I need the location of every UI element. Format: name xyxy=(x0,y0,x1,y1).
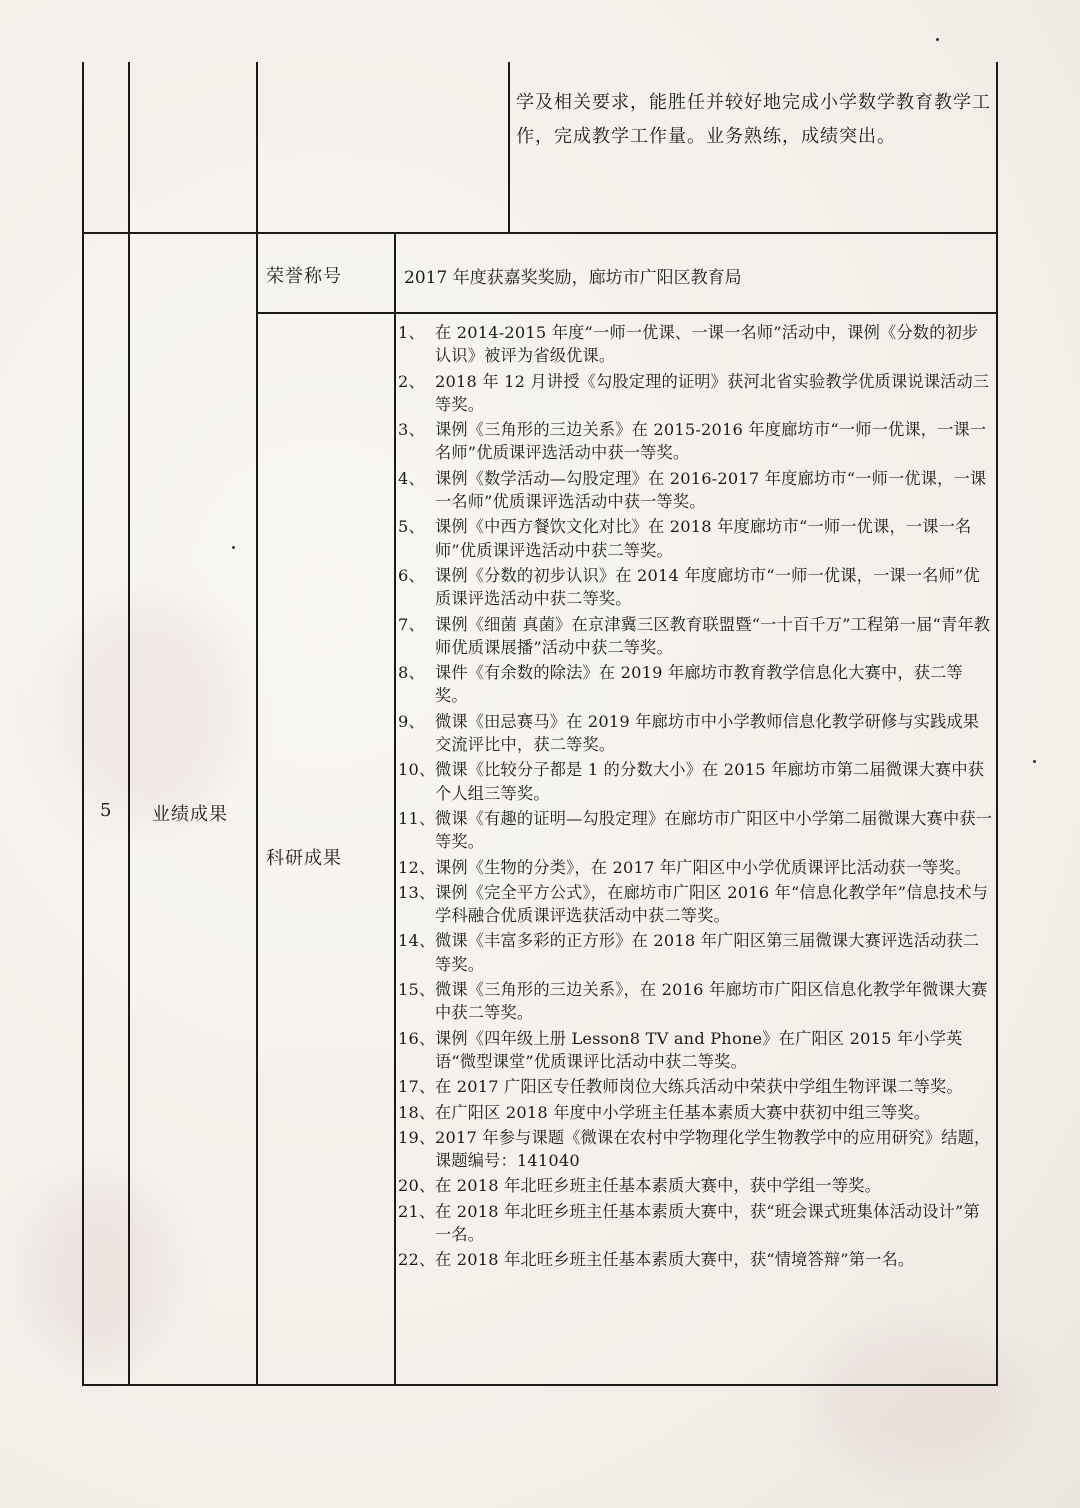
research-item-number: 22、 xyxy=(398,1250,436,1270)
research-item-number: 7、 xyxy=(398,614,425,634)
research-item-number: 14、 xyxy=(398,931,436,951)
research-item-number: 9、 xyxy=(398,711,425,731)
speck xyxy=(1033,760,1036,763)
research-item xyxy=(398,418,993,465)
research-item-text: 在 2018 年北旺乡班主任基本素质大赛中，获“班会课式班集体活动设计”第一名。 xyxy=(435,1201,980,1244)
research-item xyxy=(398,1248,993,1271)
honor-label: 荣誉称号 xyxy=(266,266,342,287)
research-item-number: 2、 xyxy=(398,371,425,391)
table-border-left xyxy=(82,62,84,1386)
research-item-number: 3、 xyxy=(398,420,425,440)
research-item-text: 微课《有趣的证明—勾股定理》在廊坊市广阳区中小学第二届微课大赛中获一等奖。 xyxy=(435,808,993,852)
section-number: 5 xyxy=(100,800,113,821)
honor-value: 2017 年度获嘉奖奖励，廊坊市广阳区教育局 xyxy=(404,268,742,288)
research-item-number: 10、 xyxy=(398,760,436,780)
research-item xyxy=(398,929,993,976)
research-item-number: 21、 xyxy=(398,1201,436,1221)
research-item-text: 课例《生物的分类》，在 2017 年广阳区中小学优质课评比活动获一等奖。 xyxy=(435,857,972,877)
research-item xyxy=(398,1174,993,1197)
research-item xyxy=(398,613,993,660)
research-item xyxy=(398,1126,993,1173)
research-item xyxy=(398,515,993,562)
research-item-text: 在 2014-2015 年度“一师一优课、一课一名师”活动中，课例《分数的初步认识》被评为省级优课。 xyxy=(435,323,979,366)
top-description: 学及相关要求，能胜任并较好地完成小学数学教育教学工作，完成教学工作量。业务熟练，成绩突出。 xyxy=(516,92,991,147)
stain xyxy=(60,600,240,820)
table-rule xyxy=(256,312,998,314)
research-list xyxy=(398,321,993,1274)
research-item-text: 课件《有余数的除法》在 2019 年廊坊市教育教学信息化大赛中，获二等奖。 xyxy=(435,663,963,706)
research-item xyxy=(398,564,993,611)
research-item xyxy=(398,321,993,368)
research-item-text: 课例《三角形的三边关系》在 2015-2016 年度廊坊市“一师一优课，一课一名师”优质课评选活动中获一等奖。 xyxy=(435,420,987,463)
research-item-text: 微课《三角形的三边关系》，在 2016 年廊坊市广阳区信息化教学年微课大赛中获二等奖。 xyxy=(435,980,988,1023)
table-divider xyxy=(128,62,130,1386)
research-item xyxy=(398,1027,993,1074)
research-item-number: 6、 xyxy=(398,565,425,585)
speck xyxy=(232,546,235,549)
research-item xyxy=(398,467,993,514)
research-item-number: 16、 xyxy=(398,1028,436,1048)
table-divider xyxy=(256,62,258,1386)
research-item-text: 在广阳区 2018 年度中小学班主任基本素质大赛中获初中组三等奖。 xyxy=(435,1102,931,1122)
research-item-number: 18、 xyxy=(398,1102,436,1122)
research-item-number: 8、 xyxy=(398,663,425,683)
research-item-text: 在 2017 广阳区专任教师岗位大练兵活动中荣获中学组生物评课二等奖。 xyxy=(435,1077,963,1097)
research-item-text: 微课《田忌赛马》在 2019 年廊坊市中小学教师信息化教学研修与实践成果交流评比中，获二等奖。 xyxy=(435,711,980,755)
research-item-number: 15、 xyxy=(398,980,436,1000)
research-item-text: 微课《丰富多彩的正方形》在 2018 年广阳区第三届微课大赛评选活动获二等奖。 xyxy=(435,931,980,974)
speck xyxy=(936,38,939,41)
research-item xyxy=(398,807,993,854)
research-item xyxy=(398,1101,993,1124)
table-divider xyxy=(394,232,396,1386)
research-item-number: 19、 xyxy=(398,1127,436,1147)
stain xyxy=(30,1180,170,1360)
research-item-number: 11、 xyxy=(398,808,436,828)
research-item xyxy=(398,1075,993,1098)
research-item-number: 12、 xyxy=(398,857,436,877)
research-item-text: 在 2018 年北旺乡班主任基本素质大赛中，获中学组一等奖。 xyxy=(435,1176,881,1196)
research-item xyxy=(398,370,993,417)
research-item-text: 课例《中西方餐饮文化对比》在 2018 年度廊坊市“一师一优课，一课一名师”优质课评选活动中获二等奖。 xyxy=(435,517,972,560)
research-item-text: 在 2018 年北旺乡班主任基本素质大赛中，获“情境答辩”第一名。 xyxy=(435,1250,915,1270)
table-rule xyxy=(82,232,998,234)
table-border-right xyxy=(996,62,998,1386)
research-item-number: 1、 xyxy=(398,323,425,342)
research-item xyxy=(398,710,993,757)
research-item-text: 微课《比较分子都是 1 的分数大小》在 2015 年廊坊市第二届微课大赛中获个人组三等奖。 xyxy=(435,760,985,803)
research-item xyxy=(398,856,993,879)
research-item-text: 课例《四年级上册 Lesson8 TV and Phone》在广阳区 2015 年小学英语“微型课堂”优质课评比活动中获二等奖。 xyxy=(435,1028,963,1071)
research-item-number: 4、 xyxy=(398,468,425,488)
section-title: 业绩成果 xyxy=(152,804,228,825)
research-item-text: 课例《完全平方公式》，在廊坊市广阳区 2016 年“信息化教学年”信息技术与学科融合优质课评选获活动中获二等奖。 xyxy=(435,882,989,926)
stain xyxy=(820,1330,1020,1470)
research-item-number: 13、 xyxy=(398,882,436,902)
research-item-number: 20、 xyxy=(398,1176,436,1196)
research-item xyxy=(398,881,993,928)
table-rule xyxy=(82,1384,998,1386)
research-item-number: 5、 xyxy=(398,517,425,537)
research-item xyxy=(398,1200,993,1247)
research-item-text: 2018 年 12 月讲授《勾股定理的证明》获河北省实验教学优质课说课活动三等奖。 xyxy=(435,371,990,414)
research-item-text: 课例《分数的初步认识》在 2014 年度廊坊市“一师一优课，一课一名师”优质课评选活动中获二等奖。 xyxy=(435,565,980,609)
research-item-text: 课例《数学活动—勾股定理》在 2016-2017 年度廊坊市“一师一优课，一课一名师”优质课评选活动中获一等奖。 xyxy=(435,468,987,512)
research-label: 科研成果 xyxy=(266,848,342,869)
research-item-number: 17、 xyxy=(398,1077,436,1097)
research-item xyxy=(398,661,993,708)
table-divider xyxy=(508,62,510,234)
research-item-text: 课例《细菌 真菌》在京津冀三区教育联盟暨“一十百千万”工程第一届“青年教师优质课展播”活动中获二等奖。 xyxy=(435,614,991,657)
research-item-text: 2017 年参与课题《微课在农村中学物理化学生物教学中的应用研究》结题，课题编号：141040 xyxy=(435,1127,991,1171)
research-item xyxy=(398,978,993,1025)
research-item xyxy=(398,758,993,805)
